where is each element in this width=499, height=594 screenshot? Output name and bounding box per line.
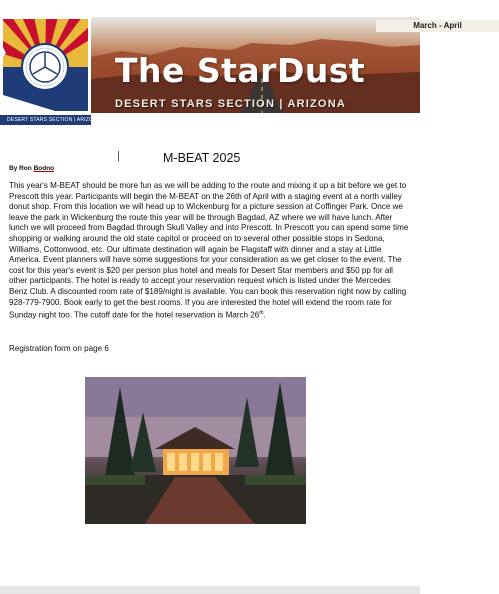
issue-date: March - April <box>376 20 499 32</box>
newsletter-title: The StarDust <box>115 51 366 90</box>
lodge-photo <box>85 377 306 524</box>
paragraph-end: . <box>263 310 266 320</box>
article-title: M-BEAT 2025 <box>163 151 241 165</box>
page-bottom-strip <box>0 586 420 594</box>
ordinal-suffix: th <box>259 310 264 317</box>
arizona-flag-logo <box>0 17 101 123</box>
byline <box>9 165 54 172</box>
newsletter-banner <box>0 17 462 123</box>
article-paragraph: This year's M-BEAT should be more fun as we will be adding to the route and mixing it up a bit before we get to Prescott this year. Participants will begin the M-BEAT on the 26th of April with a staging event at a north valley donut shop. From this location we will head up to Wickenburg for a picture session at Coffinger Park. Once we leave the park in Wickenburg the route this year will be through Bagdad, AZ where we will have lunch. After lunch we will proceed from Bagdad through Skull Valley and into Prescott. In Prescott you can spend some time shopping or walking around the old state capitol or proceed on to several other possible stops in Sedona, Williams, Cottonwood, etc. Our ultimate destination will again be Flagstaff with dinner and a stay at Little America. Event planners will have some suggestions for your consideration as we get closer to the event. The cost for this year's event is $20 per person plus hotel and meals for Desert Star members and $50 pp for all other participants. The hotel is ready to accept your reservation request which is listed under the Mercedes Benz Club. A discounted room rate of $189/night is available. You can book this reservation right now by calling 928-779-7900. Book early to get the best rooms. If you are interested the hotel will extend the room rate for Sunday night too. The cutoff date for the hotel reservation is March 26 <box>9 181 409 320</box>
byline-author: Bodno <box>33 165 55 172</box>
newsletter-subtitle: DESERT STARS SECTION | ARIZONA <box>115 98 346 110</box>
registration-note: Registration form on page 6 <box>9 344 109 353</box>
text-cursor: | <box>117 150 120 162</box>
byline-prefix: By Ron <box>9 165 34 172</box>
article-body <box>9 181 411 321</box>
section-label: DESERT STARS SECTION | ARIZONA <box>0 115 91 125</box>
